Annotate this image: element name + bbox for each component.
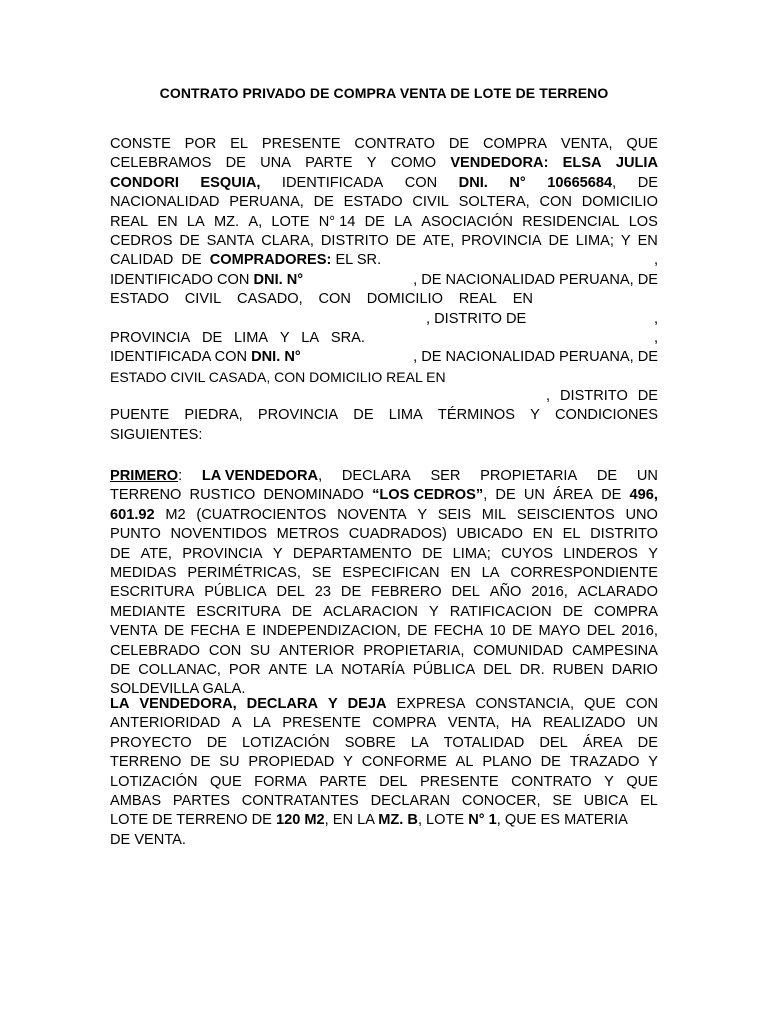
text-line: DE VENTA. <box>110 831 186 848</box>
text-line: , DISTRITO DE , <box>426 310 658 327</box>
text-line: DE ATE, PROVINCIA Y DEPARTAMENTO DE LIMA; CUYOS LINDEROS Y <box>110 545 658 562</box>
paragraph-declaracion <box>110 695 658 850</box>
text-line: ANTERIORIDAD A LA PRESENTE COMPRA VENTA, HA REALIZADO UN <box>110 715 658 732</box>
text-line: TERRENO DE SU PROPIEDAD Y CONFORME AL PLANO DE TRAZADO Y <box>110 754 658 771</box>
text-line: AMBAS PARTES CONTRATANTES DECLARAN CONOCER, SE UBICA EL <box>110 792 658 809</box>
text-line: PROVINCIA DE LIMA Y LA SRA. , <box>110 329 658 346</box>
text-line: MEDIDAS PERIMÉTRICAS, SE ESPECIFICAN EN LA CORRESPONDIENTE <box>110 564 658 581</box>
text-line: ESTADO CIVIL CASADO, CON DOMICILIO REAL EN <box>110 291 533 308</box>
text-line: CELEBRADO CON SU ANTERIOR PROPIETARIA, COMUNIDAD CAMPESINA <box>110 642 658 659</box>
text-line: 601.92 M2 (CUATROCIENTOS NOVENTA Y SEIS MIL SEISCIENTOS UNO <box>110 506 658 523</box>
text-line: SIGUIENTES: <box>110 426 203 443</box>
text-line: CEDROS DE SANTA CLARA, DISTRITO DE ATE, PROVINCIA DE LIMA; Y EN <box>110 232 658 249</box>
text-line: NACIONALIDAD PERUANA, DE ESTADO CIVIL SOLTERA, CON DOMICILIO <box>110 194 658 211</box>
text-line: IDENTIFICADO CON DNI. N° , DE NACIONALIDAD PERUANA, DE <box>110 271 658 288</box>
text-line: CONSTE POR EL PRESENTE CONTRATO DE COMPRA VENTA, QUE <box>110 136 658 152</box>
text-line: SOLDEVILLA GALA. <box>110 681 246 698</box>
paragraph-primero <box>110 467 658 700</box>
text-line: TERRENO RUSTICO DENOMINADO “LOS CEDROS”, DE UN ÁREA DE 496, <box>110 487 658 504</box>
text-line: PROYECTO DE LOTIZACIÓN SOBRE LA TOTALIDAD DEL ÁREA DE <box>110 734 658 751</box>
text-line: CALIDAD DE COMPRADORES: EL SR. , <box>110 252 658 269</box>
text-line: MEDIANTE ESCRITURA DE ACLARACION Y RATIFICACION DE COMPRA <box>110 603 658 620</box>
paragraph-parties <box>110 135 658 445</box>
text-line: LOTIZACIÓN QUE FORMA PARTE DEL PRESENTE CONTRATO Y QUE <box>110 773 658 790</box>
text-line: DE COLLANAC, POR ANTE LA NOTARÍA PÚBLICA DEL DR. RUBEN DARIO <box>110 661 658 678</box>
text-line: CELEBRAMOS DE UNA PARTE Y COMO VENDEDORA: ELSA JULIA <box>110 155 658 172</box>
text-line: PUNTO NOVENTIDOS METROS CUADRADOS) UBICADO EN EL DISTRITO <box>110 526 658 543</box>
text-line: REAL EN LA MZ. A, LOTE N° 14 DE LA ASOCIACIÓN RESIDENCIAL LOS <box>110 213 658 230</box>
text-line: PRIMERO: LA VENDEDORA, DECLARA SER PROPIETARIA DE UN <box>110 468 658 484</box>
document-title: CONTRATO PRIVADO DE COMPRA VENTA DE LOTE DE TERRENO <box>159 85 609 101</box>
text-line: CONDORI ESQUIA, IDENTIFICADA CON DNI. N° 10665684, DE <box>110 174 658 191</box>
text-line: LOTE DE TERRENO DE 120 M2, EN LA MZ. B, LOTE N° 1, QUE ES MATERIA <box>110 812 628 829</box>
text-line: ESTADO CIVIL CASADA, CON DOMICILIO REAL EN <box>110 368 446 385</box>
text-line: ESCRITURA PÚBLICA DEL 23 DE FEBRERO DEL AÑO 2016, ACLARADO <box>110 584 658 601</box>
text-line: IDENTIFICADA CON DNI. N° , DE NACIONALIDAD PERUANA, DE <box>110 349 658 366</box>
text-line: LA VENDEDORA, DECLARA Y DEJA EXPRESA CONSTANCIA, QUE CON <box>110 696 658 712</box>
text-line: PUENTE PIEDRA, PROVINCIA DE LIMA TÉRMINOS Y CONDICIONES <box>110 407 658 424</box>
text-line: , DISTRITO DE <box>546 388 658 405</box>
clause-heading-primero: PRIMERO <box>110 468 179 484</box>
text-line: VENTA DE FECHA E INDEPENDIZACION, DE FECHA 10 DE MAYO DEL 2016, <box>110 623 658 640</box>
